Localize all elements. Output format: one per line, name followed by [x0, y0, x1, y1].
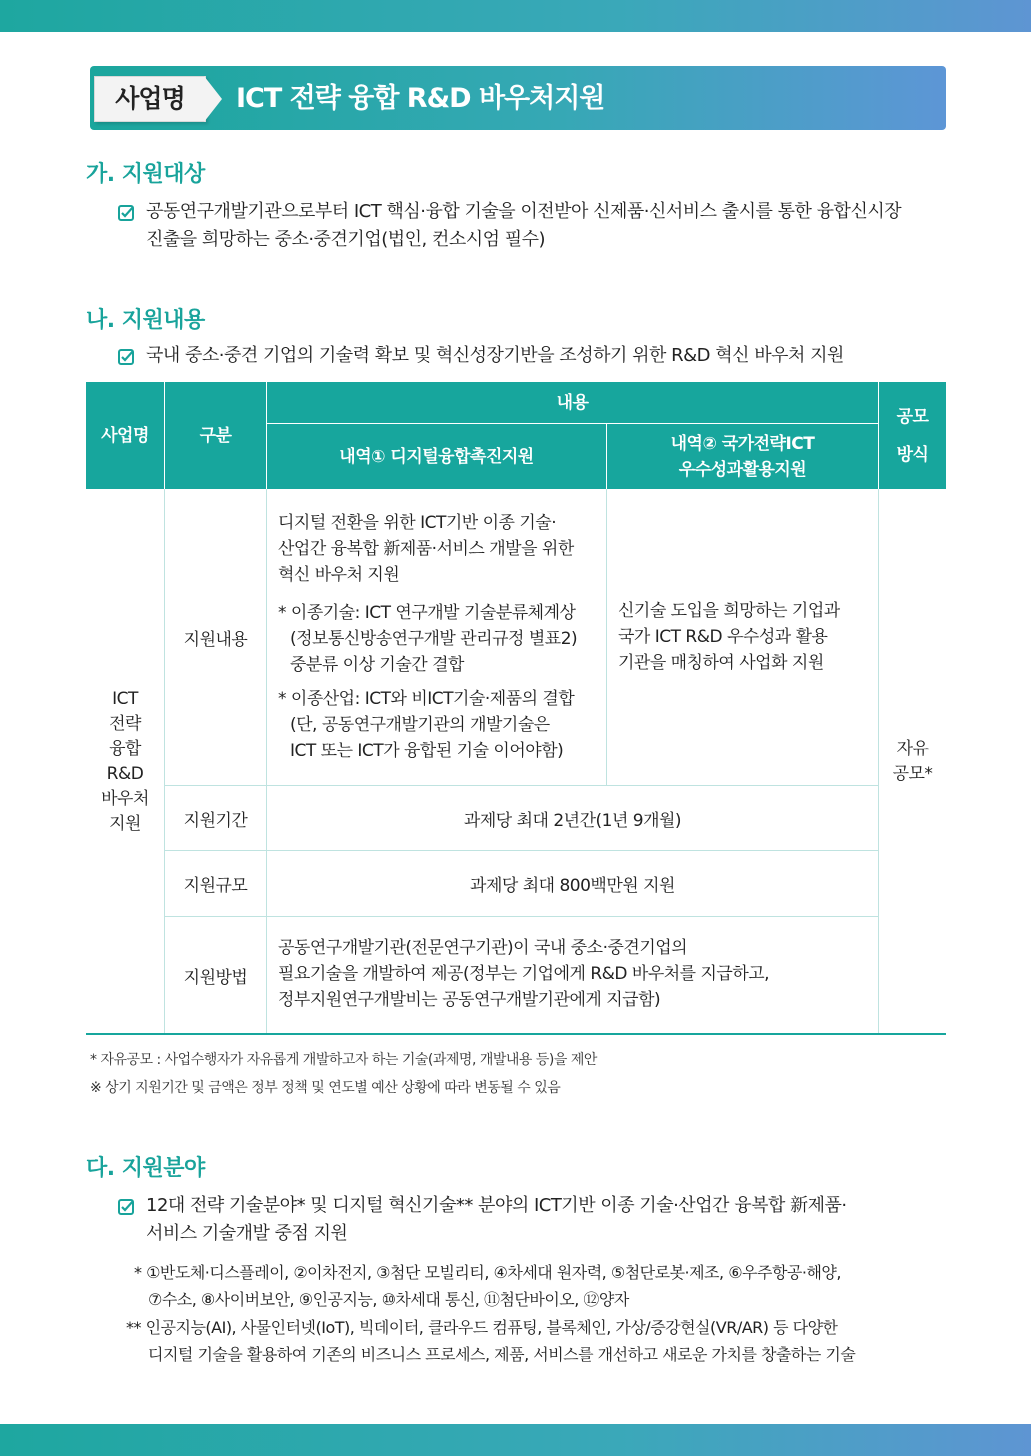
section-c-note-2-line: 디지털 기술을 활용하여 기존의 비즈니스 프로세스, 제품, 서비스를 개선하고 새로운 가치를 창출하는 기술	[148, 1345, 856, 1364]
row-label-support-period: 지원기간	[183, 810, 248, 831]
section-c-heading: 다. 지원분야	[86, 1156, 205, 1181]
header-detail-2	[607, 424, 878, 489]
header-content: 내용	[267, 382, 878, 423]
section-c-note-2	[126, 1314, 944, 1368]
table-note-1: * 자유공모 : 사업수행자가 자유롭게 개발하고자 하는 기술(과제명, 개발내용 등)을 제안	[90, 1052, 597, 1068]
section-c-note-2-line: ** 인공지능(AI), 사물인터넷(IoT), 빅데이터, 클라우드 컴퓨팅, 블록체인, 가상/증강현실(VR/AR) 등 다양한	[126, 1318, 838, 1337]
chevron-right-icon	[204, 76, 222, 122]
detail-1-note: (정보통신방송연구개발 관리규정 별표2)	[290, 629, 578, 649]
detail-1-text: 디지털 전환을 위한 ICT기반 이종 기술·	[278, 513, 557, 533]
business-name-line: ICT	[112, 688, 138, 709]
detail-1-text: 혁신 바우처 지원	[278, 565, 400, 585]
bottom-decorative-band	[0, 1424, 1031, 1456]
detail-2-text: 신기술 도입을 희망하는 기업과	[618, 601, 840, 621]
section-c-line-1: 12대 전략 기술분야* 및 디지털 혁신기술** 분야의 ICT기반 이종 기술·산업간 융복합 新제품·	[146, 1195, 847, 1216]
section-c-note-1-line: ⑦수소, ⑧사이버보안, ⑨인공지능, ⑩차세대 통신, ⑪첨단바이오, ⑫양자	[148, 1290, 629, 1309]
table-note-2: ※ 상기 지원기간 및 금액은 정부 정책 및 연도별 예산 상황에 따라 변동될 수 있음	[90, 1080, 561, 1096]
support-method-line: 정부지원연구개발비는 공동연구개발기관에게 지급함)	[278, 990, 661, 1010]
header-detail-2-line-1: 내역② 국가전략ICT	[670, 433, 815, 454]
business-name-line: R&D	[106, 763, 144, 784]
business-name-line: 바우처	[101, 788, 149, 809]
row-label-support-method: 지원방법	[183, 967, 248, 988]
detail-2-text: 국가 ICT R&D 우수성과 활용	[618, 627, 828, 647]
header-business-name: 사업명	[86, 382, 164, 489]
business-name-line: 융합	[109, 738, 141, 759]
detail-2-text: 기관을 매칭하여 사업화 지원	[618, 653, 824, 673]
top-decorative-band	[0, 0, 1031, 32]
section-c-note-1	[134, 1259, 944, 1313]
detail-1-note: (단, 공동연구개발기관의 개발기술은	[290, 715, 550, 735]
section-a-line-1: 공동연구개발기관으로부터 ICT 핵심·융합 기술을 이전받아 신제품·신서비스 출시를 통한 융합신시장	[146, 201, 902, 222]
row-label-support-scale: 지원규모	[183, 876, 248, 896]
row-label-support-content: 지원내용	[183, 629, 248, 650]
support-table	[86, 382, 946, 1034]
detail-1-note: 중분류 이상 기술간 결합	[290, 655, 464, 675]
support-method-line: 필요기술을 개발하여 제공(정부는 기업에게 R&D 바우처를 지급하고,	[278, 964, 770, 984]
support-method-value	[278, 935, 874, 1013]
business-name-tag: 사업명	[94, 76, 206, 122]
page-title: ICT 전략 융합 R&D 바우처지원	[236, 83, 605, 114]
detail-1-note: * 이종기술: ICT 연구개발 기술분류체계상	[278, 603, 576, 623]
header-detail-1: 내역① 디지털융합촉진지원	[267, 424, 606, 489]
section-a-line-2: 진출을 희망하는 중소·중견기업(법인, 컨소시엄 필수)	[146, 229, 546, 250]
method-cell	[879, 489, 946, 1034]
detail-1-cell	[278, 510, 603, 764]
section-a-heading: 가. 지원대상	[86, 162, 205, 187]
business-name-cell	[86, 489, 164, 1034]
business-name-line: 지원	[109, 813, 141, 834]
method-line: 자유	[896, 738, 929, 759]
checkbox-check-icon	[118, 1199, 134, 1215]
header-method-line-2: 방식	[896, 444, 929, 465]
section-b-line: 국내 중소·중견 기업의 기술력 확보 및 혁신성장기반을 조성하기 위한 R&D 혁신 바우처 지원	[146, 345, 844, 366]
section-c-line-2: 서비스 기술개발 중점 지원	[146, 1223, 348, 1244]
header-method	[879, 382, 946, 489]
detail-1-note: * 이종산업: ICT와 비ICT기술·제품의 결합	[278, 689, 575, 709]
detail-1-note: ICT 또는 ICT가 융합된 기술 이어야함)	[290, 741, 564, 761]
section-c-note-1-line: * ①반도체·디스플레이, ②이차전지, ③첨단 모빌리티, ④차세대 원자력, ⑤첨단로봇·제조, ⑥우주항공·해양,	[134, 1263, 841, 1282]
header-category: 구분	[165, 382, 266, 489]
header-detail-2-line-2: 우수성과활용지원	[678, 459, 807, 480]
header-method-line-1: 공모	[896, 406, 929, 427]
method-line: 공모*	[892, 763, 933, 784]
detail-2-cell	[618, 598, 876, 676]
section-b-heading: 나. 지원내용	[86, 308, 205, 333]
support-method-line: 공동연구개발기관(전문연구기관)이 국내 중소·중견기업의	[278, 938, 688, 958]
checkbox-check-icon	[118, 349, 134, 365]
checkbox-check-icon	[118, 205, 134, 221]
business-name-line: 전략	[109, 713, 141, 734]
support-scale-value: 과제당 최대 800백만원 지원	[470, 876, 675, 896]
detail-1-text: 산업간 융복합 新제품·서비스 개발을 위한	[278, 539, 574, 559]
support-period-value: 과제당 최대 2년간(1년 9개월)	[463, 810, 682, 831]
